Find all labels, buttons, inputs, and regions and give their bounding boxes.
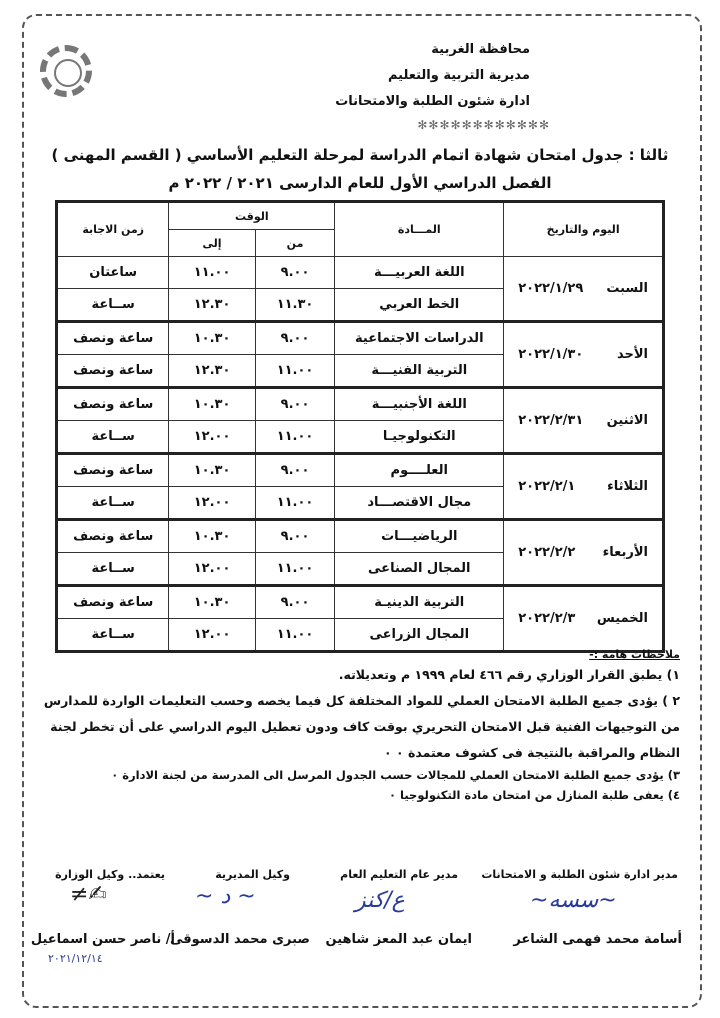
note-item: ٣) يؤدى جميع الطلبة الامتحان العملي للمجالات حسب الجدول المرسل الى المدرسة من لجنة الادارة ٠ xyxy=(111,768,680,782)
ornament-divider: ✻✻✻✻✻✻✻✻✻✻✻✻ xyxy=(417,118,550,132)
table-row xyxy=(57,454,664,487)
signature-role: وكيل المديرية xyxy=(215,868,290,881)
table-row xyxy=(57,257,664,289)
subject-cell: مجال الاقتصـــاد xyxy=(335,487,504,520)
to-cell: ١٠.٣٠ xyxy=(169,586,255,619)
from-cell: ٩.٠٠ xyxy=(255,388,335,421)
day-name: الأحد xyxy=(616,347,648,362)
to-cell: ١٢.٠٠ xyxy=(169,487,255,520)
from-cell: ٩.٠٠ xyxy=(255,520,335,553)
to-cell: ١٢.٠٠ xyxy=(169,619,255,652)
to-cell: ١٢.٣٠ xyxy=(169,289,255,322)
to-cell: ١٠.٣٠ xyxy=(169,454,255,487)
signatory-name: أسامة محمد فهمى الشاعر xyxy=(513,932,682,947)
from-cell: ٩.٠٠ xyxy=(255,454,335,487)
header-line: مديرية التربية والتعليم xyxy=(387,68,530,83)
document-subtitle: الفصل الدراسي الأول للعام الدارسى ٢٠٢١ / ٢٠٢٢ م xyxy=(168,174,552,192)
from-cell: ١١.٠٠ xyxy=(255,619,335,652)
duration-cell: ساعة ونصف xyxy=(57,355,169,388)
handwritten-signature: ≠✍ xyxy=(70,882,107,907)
duration-cell: ســاعة xyxy=(57,487,169,520)
signatory-name: ايمان عبد المعز شاهين xyxy=(325,932,472,947)
subject-cell: التكنولوجيـا xyxy=(335,421,504,454)
duration-cell: ســاعة xyxy=(57,289,169,322)
from-cell: ١١.٠٠ xyxy=(255,487,335,520)
to-cell: ١٢.٠٠ xyxy=(169,553,255,586)
day-date-cell xyxy=(504,520,664,586)
subject-cell: اللغة الأجنبيـــة xyxy=(335,388,504,421)
note-item: ٤) يعفى طلبة المنازل من امتحان مادة التكنولوجيا ٠ xyxy=(389,788,680,802)
signature-role: يعتمد.. وكيل الوزارة xyxy=(55,868,165,881)
from-cell: ١١.٣٠ xyxy=(255,289,335,322)
subject-cell: الخط العربي xyxy=(335,289,504,322)
subject-cell: العلــــوم xyxy=(335,454,504,487)
subject-cell: الدراسات الاجتماعية xyxy=(335,322,504,355)
table-row xyxy=(57,586,664,619)
from-cell: ٩.٠٠ xyxy=(255,586,335,619)
exam-date: ٢٠٢٢/١/٣٠ xyxy=(518,347,584,362)
day-date-cell xyxy=(504,388,664,454)
header-from: من xyxy=(255,230,335,257)
notes-title: ملاحظات هامة :- xyxy=(589,648,680,661)
from-cell: ٩.٠٠ xyxy=(255,322,335,355)
day-date-cell xyxy=(504,454,664,520)
to-cell: ١٠.٣٠ xyxy=(169,322,255,355)
from-cell: ٩.٠٠ xyxy=(255,257,335,289)
duration-cell: ســاعة xyxy=(57,421,169,454)
handwritten-signature: ~سسه~ xyxy=(530,888,617,913)
from-cell: ١١.٠٠ xyxy=(255,553,335,586)
table-row xyxy=(57,388,664,421)
to-cell: ١٠.٣٠ xyxy=(169,520,255,553)
subject-cell: المجال الزراعى xyxy=(335,619,504,652)
header-time: الوقت xyxy=(169,202,335,230)
day-name: السبت xyxy=(606,281,648,296)
day-date-cell xyxy=(504,257,664,322)
header-subject: المـــادة xyxy=(335,202,504,257)
duration-cell: ساعة ونصف xyxy=(57,586,169,619)
signatory-name: صبرى محمد الدسوقى xyxy=(169,932,310,947)
duration-cell: ساعة ونصف xyxy=(57,322,169,355)
day-name: الخميس xyxy=(596,611,648,626)
header-line: ادارة شئون الطلبة والامتحانات xyxy=(335,94,530,109)
table-row xyxy=(57,520,664,553)
exam-date: ٢٠٢٢/٢/٣ xyxy=(518,611,576,626)
exam-date: ٢٠٢٢/١/٢٩ xyxy=(518,281,584,296)
subject-cell: المجال الصناعى xyxy=(335,553,504,586)
signatory-name: أ/ ناصر حسن اسماعيل xyxy=(30,932,175,947)
duration-cell: ساعتان xyxy=(57,257,169,289)
to-cell: ١٢.٠٠ xyxy=(169,421,255,454)
exam-date: ٢٠٢٢/٢/٢ xyxy=(518,545,576,560)
exam-date: ٢٠٢٢/٢/٣١ xyxy=(518,413,584,428)
duration-cell: ساعة ونصف xyxy=(57,388,169,421)
signature-role: مدير عام التعليم العام xyxy=(340,868,458,881)
signature-date: ٢٠٢١/١٢/١٤ xyxy=(48,952,103,965)
to-cell: ١٠.٣٠ xyxy=(169,388,255,421)
handwritten-signature: ~ د ~ xyxy=(195,884,256,909)
duration-cell: ساعة ونصف xyxy=(57,454,169,487)
header-to: إلى xyxy=(169,230,255,257)
governorate-logo-icon xyxy=(40,45,92,97)
to-cell: ١١.٠٠ xyxy=(169,257,255,289)
note-item: ٢ ) يؤدى جميع الطلبة الامتحان العملي للمواد المختلفة كل فيما يخصه وحسب التعليمات الواردة للمدارس من التوجيهات الفنية قبل الامتحان التحريري بوقت كاف ودون تعطيل اليوم الدراسي على أن تخطر لجنة النظام والمراقبة بالنتيجة فى كشوف معتمدة ٠ ٠ xyxy=(43,693,680,760)
duration-cell: ساعة ونصف xyxy=(57,520,169,553)
header-day: اليوم والتاريخ xyxy=(504,202,664,257)
header-duration: زمن الاجابة xyxy=(57,202,169,257)
exam-schedule-table xyxy=(55,200,665,653)
day-name: الأربعاء xyxy=(602,545,648,560)
duration-cell: ســاعة xyxy=(57,619,169,652)
subject-cell: التربية الدينيـة xyxy=(335,586,504,619)
handwritten-signature: ع/كنز xyxy=(355,888,405,913)
notes-section xyxy=(40,648,680,804)
day-name: الثلاثاء xyxy=(607,479,648,494)
day-date-cell xyxy=(504,322,664,388)
day-name: الاثنين xyxy=(606,413,648,428)
subject-cell: التربية الفنيـــة xyxy=(335,355,504,388)
from-cell: ١١.٠٠ xyxy=(255,421,335,454)
to-cell: ١٢.٣٠ xyxy=(169,355,255,388)
table-row xyxy=(57,322,664,355)
document-title: ثالثا : جدول امتحان شهادة اتمام الدراسة لمرحلة التعليم الأساسي ( القسم المهنى ) xyxy=(51,146,669,164)
day-date-cell xyxy=(504,586,664,652)
header-line: محافظة الغربية xyxy=(431,42,530,57)
subject-cell: الرياضيـــات xyxy=(335,520,504,553)
duration-cell: ســاعة xyxy=(57,553,169,586)
exam-date: ٢٠٢٢/٢/١ xyxy=(518,479,576,494)
signature-role: مدير ادارة شئون الطلبة و الامتحانات xyxy=(481,868,678,881)
from-cell: ١١.٠٠ xyxy=(255,355,335,388)
subject-cell: اللغة العربيـــة xyxy=(335,257,504,289)
note-item: ١) يطبق القرار الوزاري رقم ٤٦٦ لعام ١٩٩٩ م وتعديلاته. xyxy=(338,667,680,682)
